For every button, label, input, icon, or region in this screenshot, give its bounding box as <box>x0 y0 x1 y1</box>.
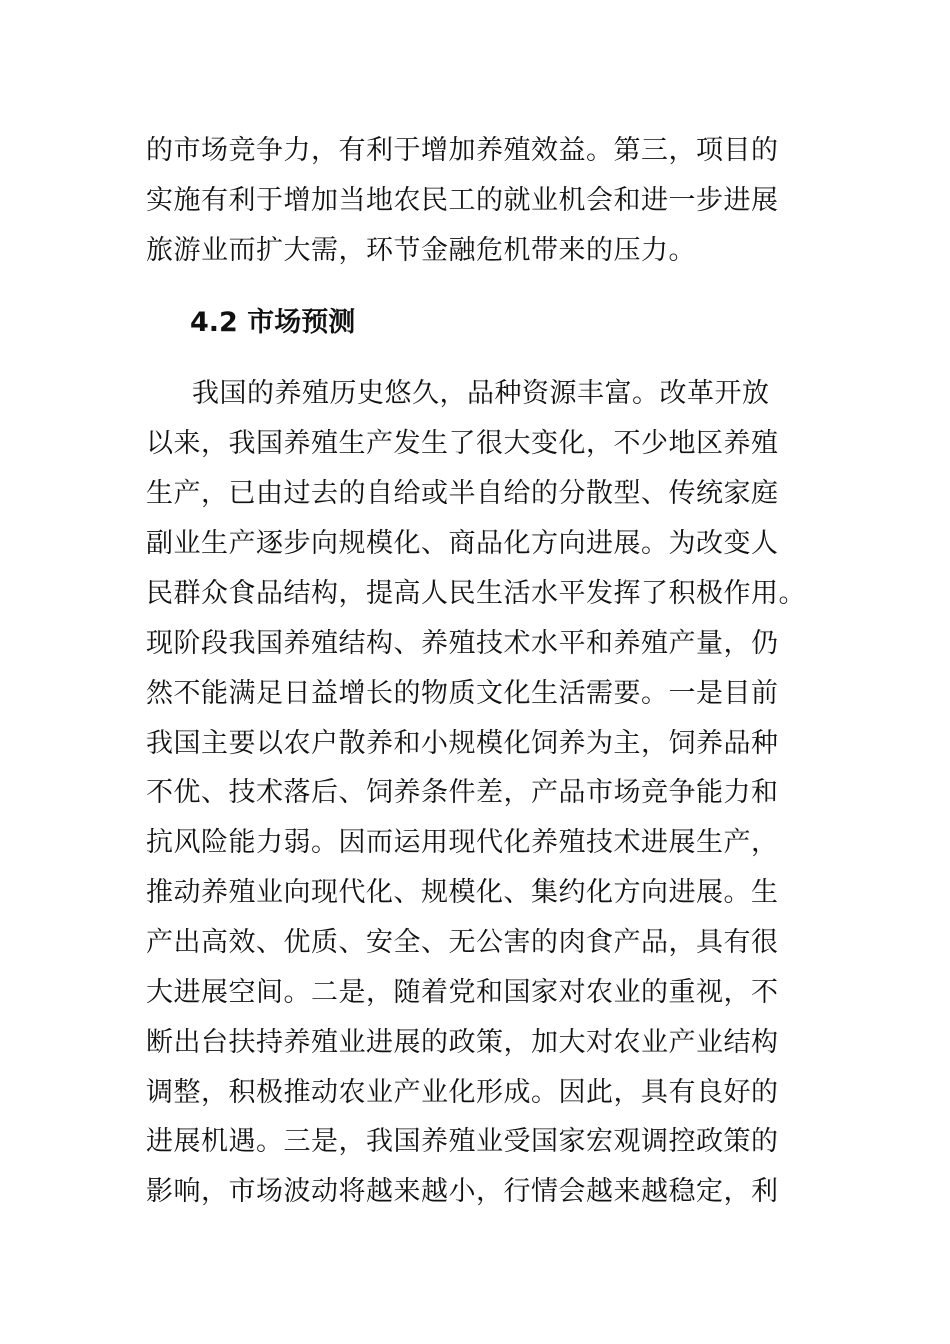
body-line-17: 影响，市场波动将越来越小，行情会越来越稳定，利 <box>146 1176 779 1207</box>
body-line-1: 我国的养殖历史悠久，品种资源丰富。改革开放 <box>192 378 770 409</box>
body-line-14: 断出台扶持养殖业进展的政策，加大对农业产业结构 <box>146 1027 779 1058</box>
body-line-11: 推动养殖业向现代化、规模化、集约化方向进展。生 <box>146 877 779 908</box>
body-line-15: 调整，积极推动农业产业化形成。因此，具有良好的 <box>146 1077 779 1108</box>
body-line-10: 抗风险能力弱。因而运用现代化养殖技术进展生产， <box>146 827 779 858</box>
intro-line-3: 旅游业而扩大需，环节金融危机带来的压力。 <box>146 235 696 266</box>
section-heading: 4.2 市场预测 <box>190 307 356 338</box>
body-line-16: 进展机遇。三是，我国养殖业受国家宏观调控政策的 <box>146 1126 779 1157</box>
body-line-3: 生产，已由过去的自给或半自给的分散型、传统家庭 <box>146 478 779 509</box>
body-line-8: 我国主要以农户散养和小规模化饲养为主，饲养品种 <box>146 728 779 759</box>
body-line-4: 副业生产逐步向规模化、商品化方向进展。为改变人 <box>146 528 779 559</box>
intro-line-2: 实施有利于增加当地农民工的就业机会和进一步进展 <box>146 185 779 216</box>
body-line-6: 现阶段我国养殖结构、养殖技术水平和养殖产量，仍 <box>146 628 779 659</box>
body-line-13: 大进展空间。二是，随着党和国家对农业的重视，不 <box>146 977 779 1008</box>
body-line-5: 民群众食品结构，提高人民生活水平发挥了积极作用。 <box>146 578 806 609</box>
body-line-9: 不优、技术落后、饲养条件差，产品市场竞争能力和 <box>146 777 779 808</box>
body-line-12: 产出高效、优质、安全、无公害的肉食产品，具有很 <box>146 927 779 958</box>
body-line-7: 然不能满足日益增长的物质文化生活需要。一是目前 <box>146 678 779 709</box>
body-line-2: 以来，我国养殖生产发生了很大变化，不少地区养殖 <box>146 428 779 459</box>
intro-line-1: 的市场竞争力，有利于增加养殖效益。第三，项目的 <box>146 135 779 166</box>
